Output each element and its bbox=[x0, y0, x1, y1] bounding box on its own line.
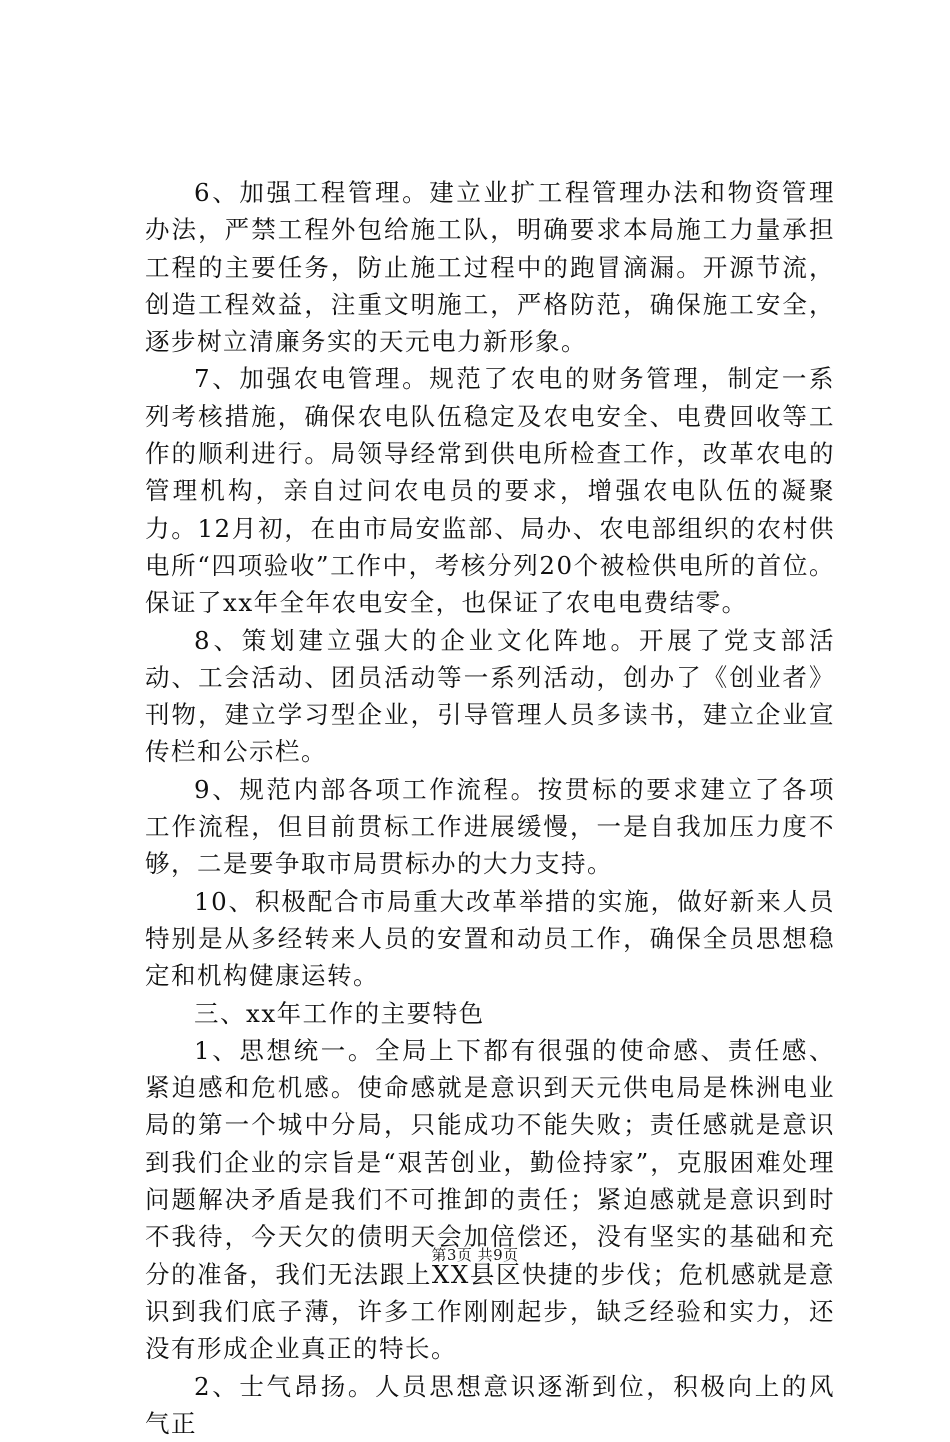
paragraph-item-7: 7、加强农电管理。规范了农电的财务管理，制定一系列考核措施，确保农电队伍稳定及农电安全、电费回收等工作的顺利进行。局领导经常到供电所检查工作，改革农电的管理机构，亲自过问农电员的要求，增强农电队伍的凝聚力。12月初，在由市局安监部、局办、农电部组织的农村供电所“四项验收”工作中，考核分列20个被检供电所的首位。保证了xx年全年农电安全，也保证了农电电费结零。 bbox=[145, 360, 835, 621]
paragraph-item-8: 8、策划建立强大的企业文化阵地。开展了党支部活动、工会活动、团员活动等一系列活动，创办了《创业者》刊物，建立学习型企业，引导管理人员多读书，建立企业宣传栏和公示栏。 bbox=[145, 622, 835, 771]
paragraph-feature-1: 1、思想统一。全局上下都有很强的使命感、责任感、紧迫感和危机感。使命感就是意识到天元供电局是株洲电业局的第一个城中分局，只能成功不能失败；责任感就是意识到我们企业的宗旨是“艰苦创业，勤俭持家”，克服困难处理问题解决矛盾是我们不可推卸的责任；紧迫感就是意识到时不我待，今天欠的债明天会加倍偿还，没有坚实的基础和充分的准备，我们无法跟上XX县区快捷的步伐；危机感就是意识到我们底子薄，许多工作刚刚起步，缺乏经验和实力，还没有形成企业真正的特长。 bbox=[145, 1032, 835, 1368]
section-heading: 三、xx年工作的主要特色 bbox=[145, 995, 835, 1032]
paragraph-item-10: 10、积极配合市局重大改革举措的实施，做好新来人员特别是从多经转来人员的安置和动员工作，确保全员思想稳定和机构健康运转。 bbox=[145, 883, 835, 995]
paragraph-item-6: 6、加强工程管理。建立业扩工程管理办法和物资管理办法，严禁工程外包给施工队，明确要求本局施工力量承担工程的主要任务，防止施工过程中的跑冒滴漏。开源节流，创造工程效益，注重文明施工，严格防范，确保施工安全，逐步树立清廉务实的天元电力新形象。 bbox=[145, 174, 835, 360]
paragraph-feature-2: 2、士气昂扬。人员思想意识逐渐到位，积极向上的风气正 bbox=[145, 1368, 835, 1442]
paragraph-item-9: 9、规范内部各项工作流程。按贯标的要求建立了各项工作流程，但目前贯标工作进展缓慢，一是自我加压力度不够，二是要争取市局贯标办的大力支持。 bbox=[145, 771, 835, 883]
page-number-footer: 第3页 共9页 bbox=[0, 1245, 950, 1265]
